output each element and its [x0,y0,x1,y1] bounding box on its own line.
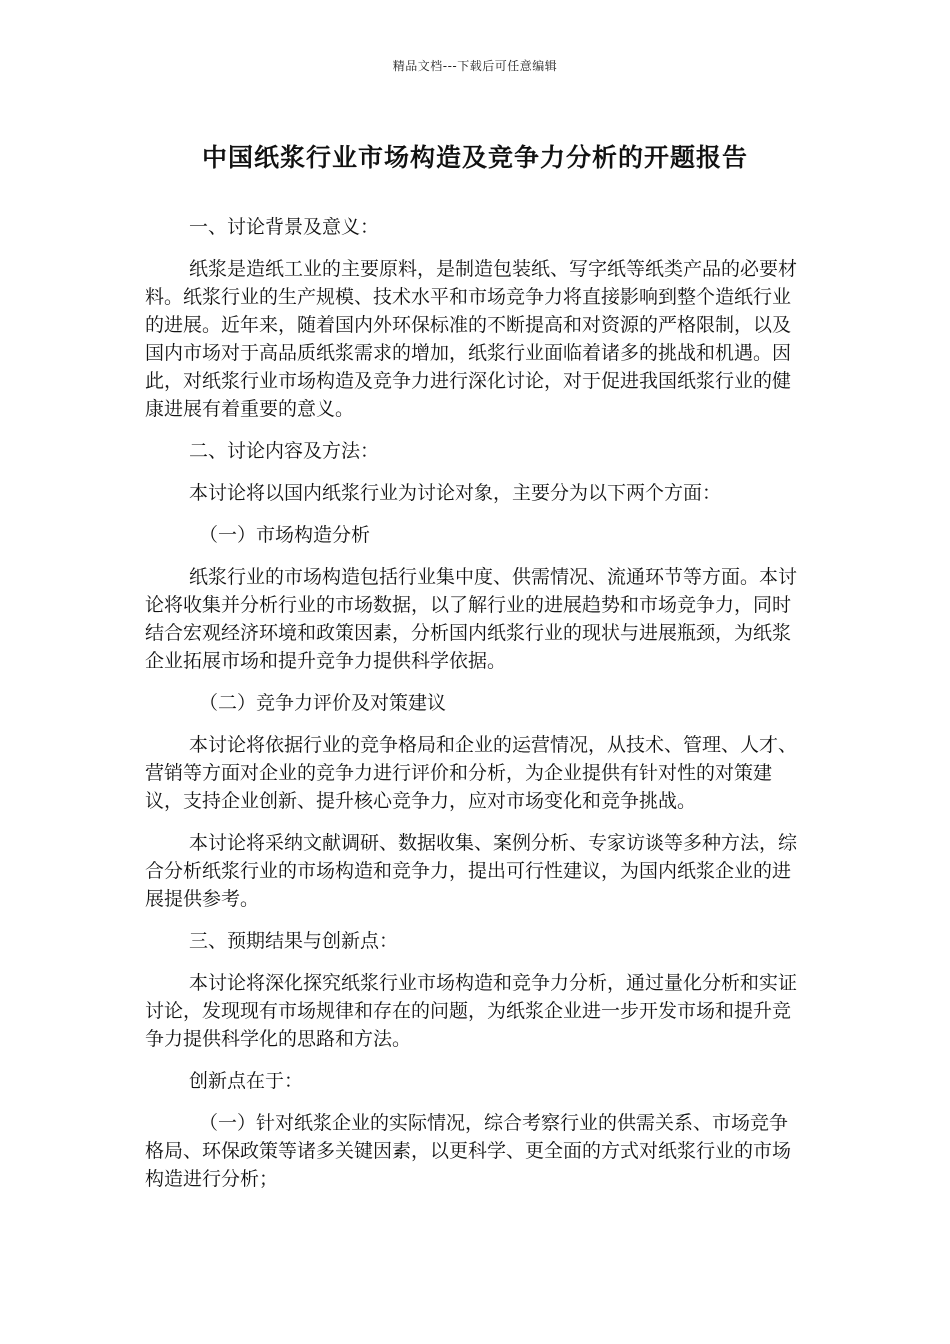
section-heading-expected-results: 三、预期结果与创新点： [189,930,399,952]
paragraph-research-intro: 本讨论将以国内纸浆行业为讨论对象，主要分为以下两个方面： [189,482,722,504]
subheading-competitiveness: （二）竞争力评价及对策建议 [199,692,447,714]
paragraph-competitiveness: 本讨论将依据行业的竞争格局和企业的运营情况，从技术、管理、人才、营销等方面对企业的竞争力进行评价和分析，为企业提供有针对性的对策建议，支持企业创新、提升核心竞争力，应对市场变化和竞争挑战。 [145,734,798,812]
header-note: 精品文档---下载后可任意编辑 [392,59,558,73]
subheading-market-structure: （一）市场构造分析 [199,524,371,546]
paragraph-market-structure: 纸浆行业的市场构造包括行业集中度、供需情况、流通环节等方面。本讨论将收集并分析行业的市场数据，以了解行业的进展趋势和市场竞争力，同时结合宏观经济环境和政策因素，分析国内纸浆行业的现状与进展瓶颈，为纸浆企业拓展市场和提升竞争力提供科学依据。 [145,566,798,672]
document-body [145,213,805,1207]
paragraph-background: 纸浆是造纸工业的主要原料，是制造包装纸、写字纸等纸类产品的必要材料。纸浆行业的生产规模、技术水平和市场竞争力将直接影响到整个造纸行业的进展。近年来，随着国内外环保标准的不断提高和对资源的严格限制，以及国内市场对于高品质纸浆需求的增加，纸浆行业面临着诸多的挑战和机遇。因此，对纸浆行业市场构造及竞争力进行深化讨论，对于促进我国纸浆行业的健康进展有着重要的意义。 [145,258,798,420]
section-heading-content-methods: 二、讨论内容及方法： [189,440,380,462]
paragraph-expected-results: 本讨论将深化探究纸浆行业市场构造和竞争力分析，通过量化分析和实证讨论，发现现有市场规律和存在的问题，为纸浆企业进一步开发市场和提升竞争力提供科学化的思路和方法。 [145,972,798,1050]
paragraph-methods: 本讨论将采纳文献调研、数据收集、案例分析、专家访谈等多种方法，综合分析纸浆行业的市场构造和竞争力，提出可行性建议，为国内纸浆企业的进展提供参考。 [145,832,798,910]
paragraph-innovation-point-1: （一）针对纸浆企业的实际情况，综合考察行业的供需关系、市场竞争格局、环保政策等诸多关键因素，以更科学、更全面的方式对纸浆行业的市场构造进行分析； [145,1112,792,1190]
document-title: 中国纸浆行业市场构造及竞争力分析的开题报告 [201,143,748,172]
section-heading-background: 一、讨论背景及意义： [189,216,380,238]
paragraph-innovation-intro: 创新点在于： [189,1070,304,1092]
